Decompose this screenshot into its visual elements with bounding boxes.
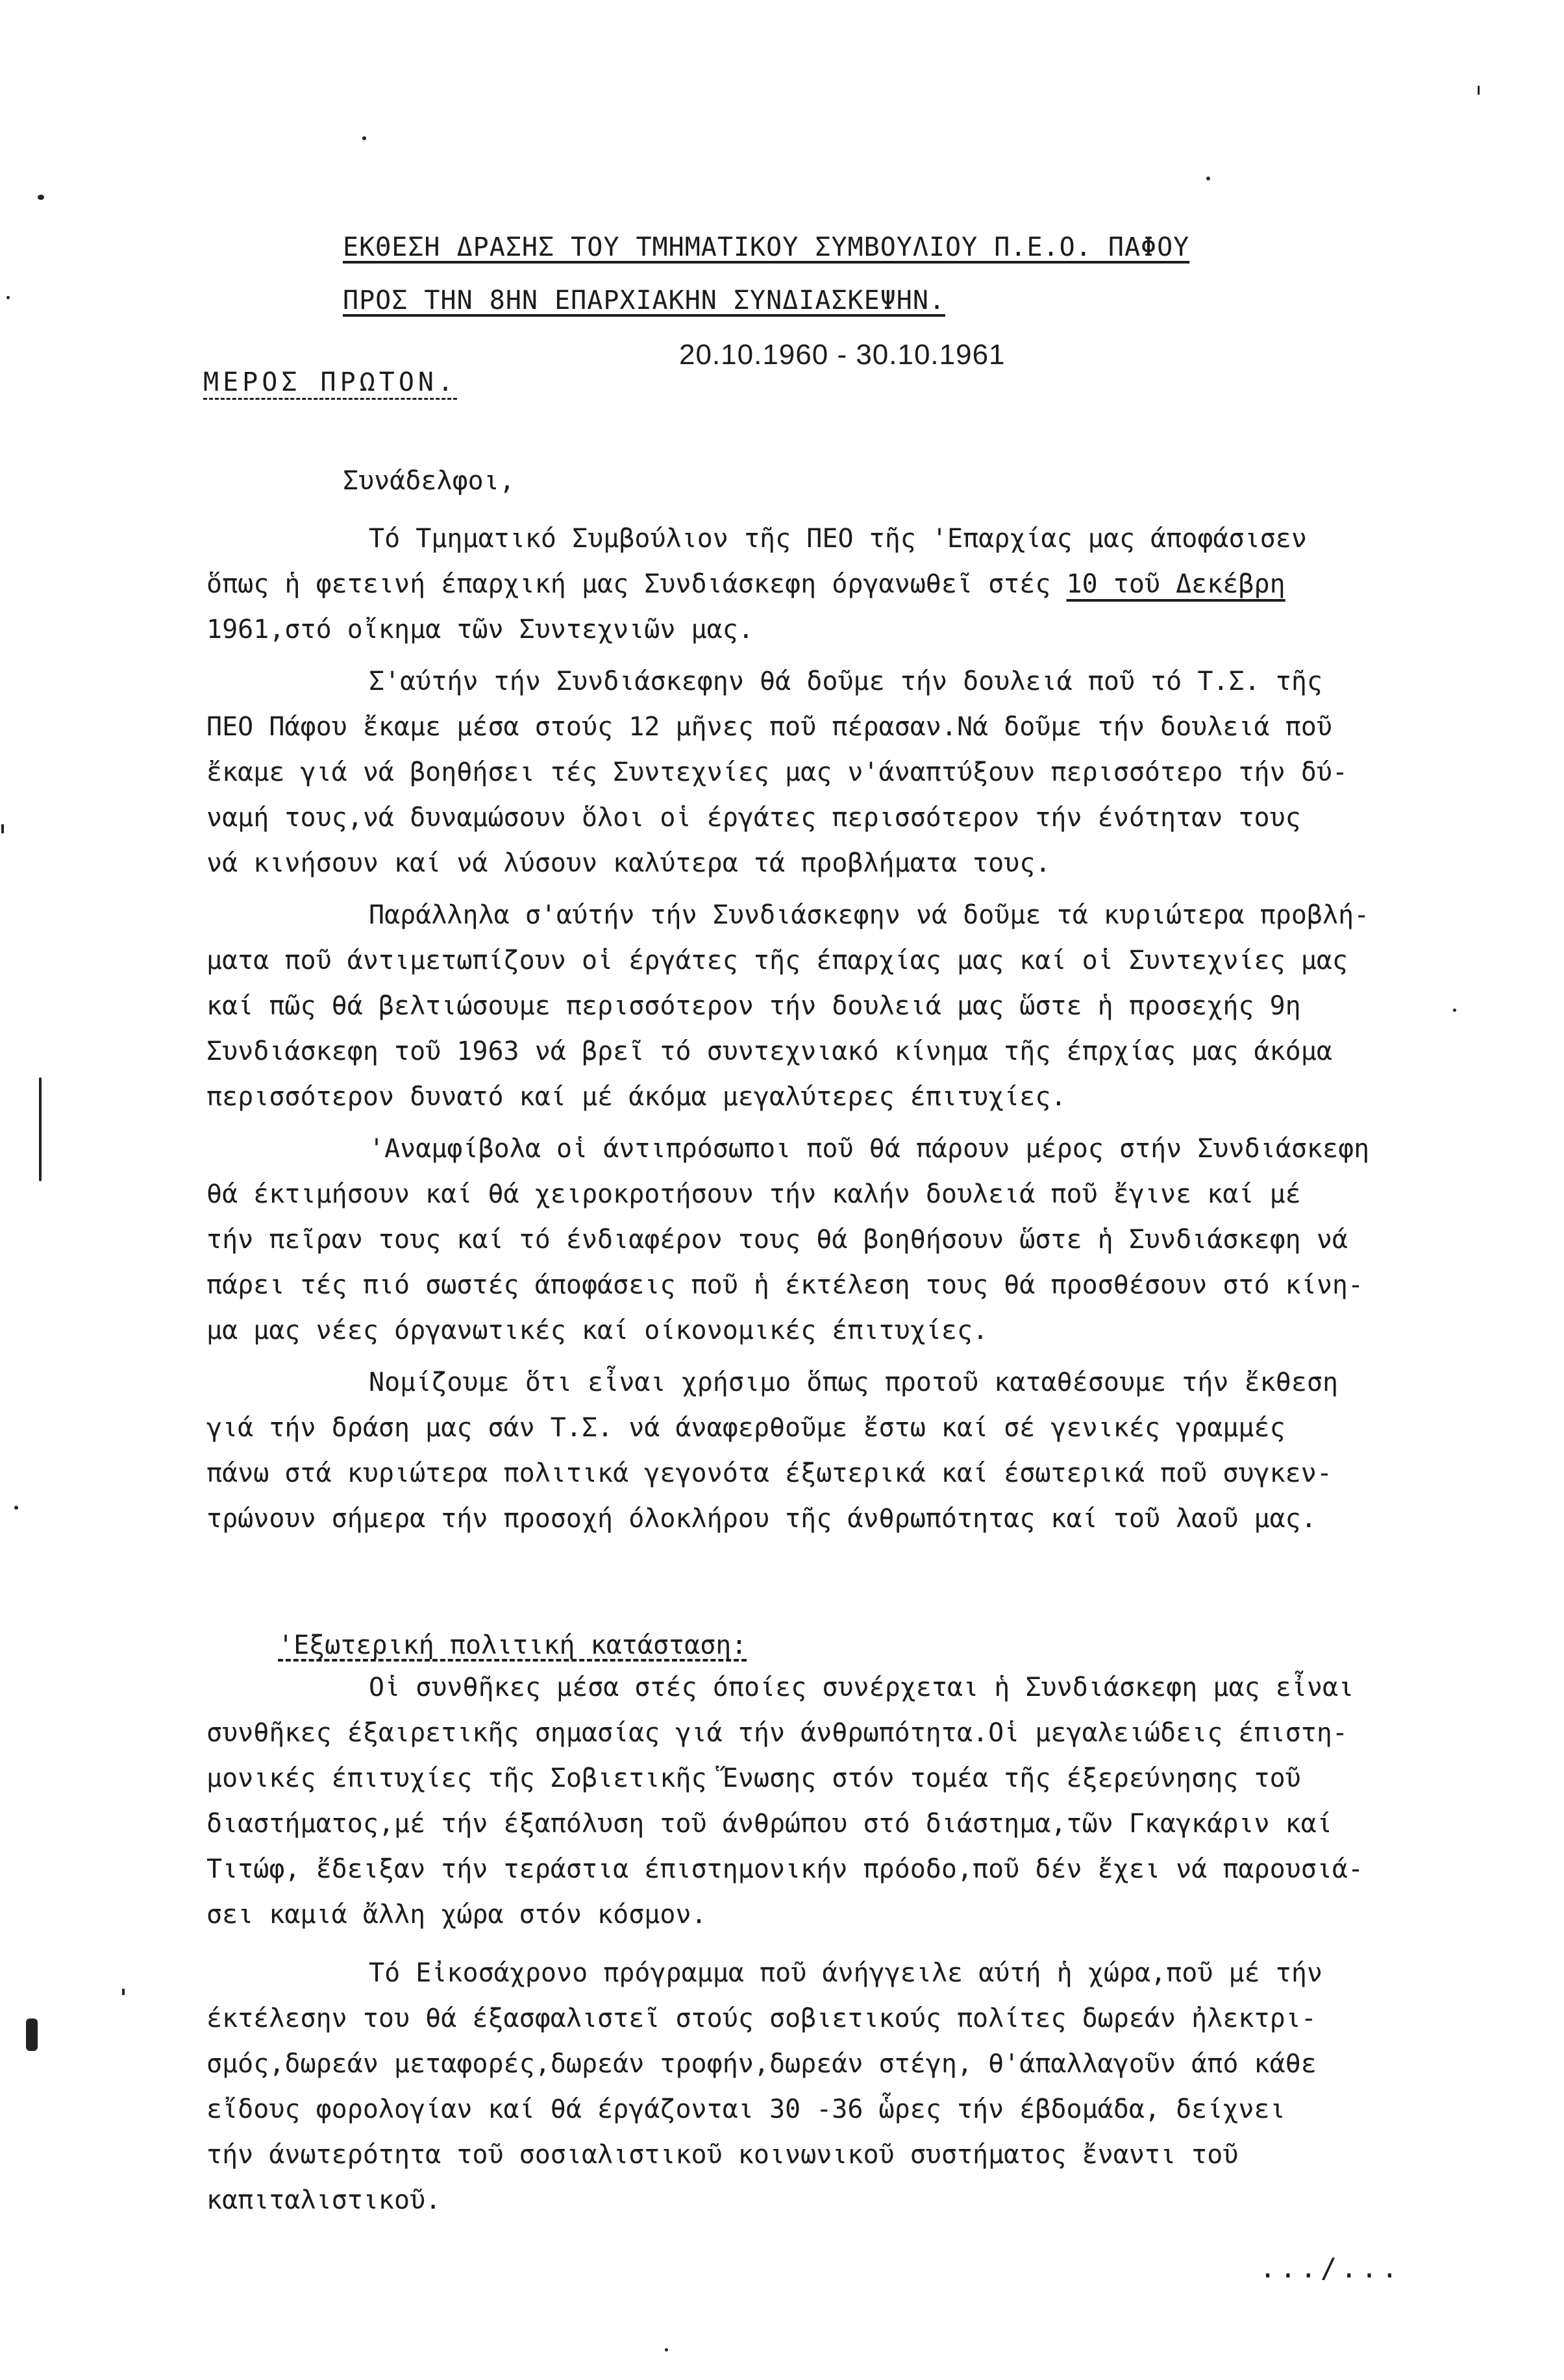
body-line: ὅπως ἡ φετεινή έπαρχική μας Συνδιάσκεφη όργανωθεῖ στές 10 τοῦ Δεκέβρη <box>206 569 1285 599</box>
body-line: περισσότερον δυνατό καί μέ άκόμα μεγαλύτερες έπιτυχίες. <box>206 1082 1067 1112</box>
body-line: Σ'αύτήν τήν Συνδιάσκεφην θά δοῦμε τήν δουλειά ποῦ τό Τ.Σ. τῆς <box>369 667 1323 696</box>
body-line: 'Αναμφίβολα οἱ άντιπρόσωποι ποῦ θά πάρουν μέρος στήν Συνδιάσκεφη <box>369 1134 1370 1164</box>
scan-speck <box>6 296 10 299</box>
body-line: τρώνουν σήμερα τήν προσοχή όλοκλήρου τῆς άνθρωπότητας καί τοῦ λαοῦ μας. <box>206 1504 1317 1534</box>
report-title-line-1: ΕΚΘΕΣΗ ΔΡΑΣΗΣ ΤΟΥ ΤΜΗΜΑΤΙΚΟΥ ΣΥΜΒΟΥΛΙΟΥ Π.Ε.Ο. ΠΑΦΟΥ <box>343 232 1190 262</box>
section-heading: 'Εξωτερική πολιτική κατάσταση: <box>278 1630 747 1660</box>
body-line: διαστήματος,μέ τήν έξαπόλυση τοῦ άνθρώπου στό διάστημα,τῶν Γκαγκάριν καί <box>206 1809 1332 1839</box>
scan-speck <box>38 195 44 200</box>
body-line: πάνω στά κυριώτερα πολιτικά γεγονότα έξωτερικά καί έσωτερικά ποῦ συγκεν- <box>206 1458 1332 1488</box>
scan-speck <box>1 824 4 833</box>
body-line: Νομίζουμε ὅτι εἶναι χρήσιμο ὅπως προτοῦ καταθέσουμε τήν ἔκθεση <box>369 1368 1339 1397</box>
body-line: ΠΕΟ Πάφου ἔκαμε μέσα στούς 12 μῆνες ποῦ πέρασαν.Νά δοῦμε τήν δουλειά ποῦ <box>206 712 1332 742</box>
salutation: Συνάδελφοι, <box>343 466 515 496</box>
body-line: τήν πεῖραν τους καί τό ένδιαφέρον τους θά βοηθήσουν ὥστε ἡ Συνδιάσκεφη νά <box>206 1225 1348 1255</box>
scan-speck <box>1453 1009 1456 1012</box>
body-line: Οἱ συνθῆκες μέσα στές όποίες συνέρχεται ἡ Συνδιάσκεφη μας εἶναι <box>369 1673 1354 1702</box>
body-line: σμός,δωρεάν μεταφορές,δωρεάν τροφήν,δωρεάν στέγη, θ'άπαλλαγοῦν άπό κάθε <box>206 2049 1317 2079</box>
highlighted-date: 10 τοῦ Δεκέβρη <box>1066 569 1285 599</box>
body-line: γιά τήν δράση μας σάν Τ.Σ. νά άναφερθοῦμε ἔστω καί σέ γενικές γραμμές <box>206 1413 1285 1443</box>
body-line: Τιτώφ, ἔδειξαν τήν τεράστια έπιστημονικήν πρόοδο,ποῦ δέν ἔχει νά παρουσιά- <box>206 1854 1364 1884</box>
part-heading: ΜΕΡΟΣ ΠΡΩΤΟΝ. <box>203 367 457 400</box>
body-line: μα μας νέες όργανωτικές καί οίκονομικές έπιτυχίες. <box>206 1316 989 1345</box>
scan-speck <box>1478 86 1480 95</box>
scan-speck <box>362 136 366 140</box>
report-title-line-2: ΠΡΟΣ ΤΗΝ 8ΗΝ ΕΠΑΡΧΙΑΚΗΝ ΣΥΝΔΙΑΣΚΕΨΗΝ. <box>343 286 946 315</box>
scan-speck <box>1206 177 1210 180</box>
scan-speck <box>14 1506 18 1510</box>
body-line: ναμή τους,νά δυναμώσουν ὅλοι οἱ έργάτες περισσότερον τήν ένότηταν τους <box>206 803 1301 833</box>
body-line: ἔκαμε γιά νά βοηθήσει τές Συντεχνίες μας ν'άναπτύξουν περισσότερο τήν δύ- <box>206 757 1348 787</box>
body-line: μονικές έπιτυχίες τῆς Σοβιετικῆς Ἕνωσης στόν τομέα τῆς έξερεύνησης τοῦ <box>206 1763 1301 1793</box>
body-line: συνθῆκες έξαιρετικῆς σημασίας γιά τήν άνθρωπότητα.Οἱ μεγαλειώδεις έπιστη- <box>206 1718 1348 1748</box>
scan-speck <box>665 2348 668 2351</box>
body-line: Τό Εἰκοσάχρονο πρόγραμμα ποῦ άνήγγειλε αύτή ἡ χώρα,ποῦ μέ τήν <box>369 1958 1323 1988</box>
continuation-mark: .../... <box>1260 2252 1402 2284</box>
body-line: θά έκτιμήσουν καί θά χειροκροτήσουν τήν καλήν δουλειά ποῦ ἔγινε καί μέ <box>206 1179 1301 1209</box>
body-line: καί πῶς θά βελτιώσουμε περισσότερον τήν δουλειά μας ὥστε ἡ προσεχής 9η <box>206 991 1301 1021</box>
body-line: 1961,στό οἴκημα τῶν Συντεχνιῶν μας. <box>206 615 754 644</box>
body-line: Παράλληλα σ'αύτήν τήν Συνδιάσκεφην νά δοῦμε τά κυριώτερα προβλή- <box>369 900 1370 930</box>
body-line: πάρει τές πιό σωστές άποφάσεις ποῦ ἡ έκτέλεση τους θά προσθέσουν στό κίνη- <box>206 1270 1364 1300</box>
body-line: καπιταλιστικοῦ. <box>206 2185 441 2215</box>
body-line: σει καμιά ἄλλη χώρα στόν κόσμον. <box>206 1900 707 1930</box>
body-line: έκτέλεσην του θά έξασφαλιστεῖ στούς σοβιετικούς πολίτες δωρεάν ἠλεκτρι- <box>206 2004 1317 2033</box>
scan-speck <box>122 1989 125 1995</box>
body-line: ματα ποῦ άντιμετωπίζουν οἱ έργάτες τῆς έπαρχίας μας καί οἱ Συντεχνίες μας <box>206 946 1348 975</box>
body-line: νά κινήσουν καί νά λύσουν καλύτερα τά προβλήματα τους. <box>206 848 1051 878</box>
scan-speck <box>39 1077 42 1181</box>
scan-speck <box>26 2018 38 2051</box>
body-line: Συνδιάσκεφη τοῦ 1963 νά βρεῖ τό συντεχνιακό κίνημα τῆς έπρχίας μας άκόμα <box>206 1037 1332 1066</box>
body-line: εἴδους φορολογίαν καί θά έργάζονται 30 -36 ὧρες τήν έβδομάδα, δείχνει <box>206 2094 1285 2124</box>
report-period: 20.10.1960 - 30.10.1961 <box>679 339 1006 371</box>
body-line: τήν άνωτερότητα τοῦ σοσιαλιστικοῦ κοινωνικοῦ συστήματος ἔναντι τοῦ <box>206 2140 1239 2170</box>
body-line: Τό Τμηματικό Συμβούλιον τῆς ΠΕΟ τῆς 'Επαρχίας μας άποφάσισεν <box>369 524 1307 554</box>
